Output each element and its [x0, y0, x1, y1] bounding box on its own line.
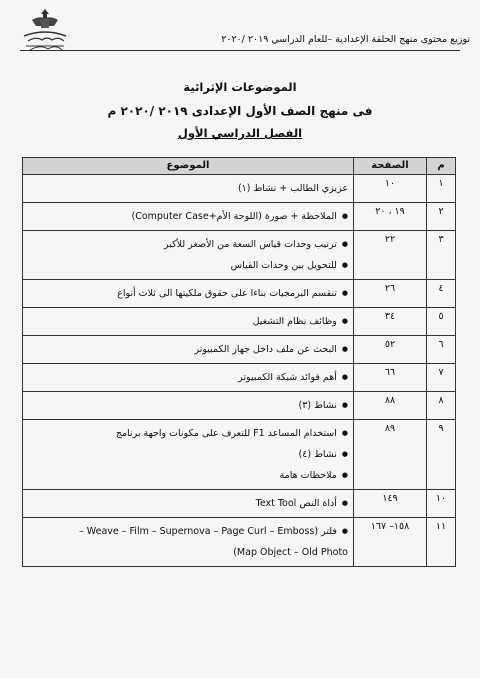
table-row — [23, 308, 456, 336]
row-topic — [23, 231, 354, 280]
table-row — [23, 490, 456, 518]
topic-item: ● للتحويل بين وحدات القياس — [28, 255, 348, 276]
row-number: ٥ — [427, 308, 456, 336]
header-rule — [20, 50, 460, 51]
row-topic — [23, 308, 354, 336]
table-row — [23, 280, 456, 308]
topic-item: ● ملاحظات هامة — [28, 465, 348, 486]
topic-item: عزيزي الطالب + نشاط (١) — [237, 183, 348, 194]
table-row — [23, 336, 456, 364]
row-topic — [23, 364, 354, 392]
row-page: ٨٩ — [354, 420, 427, 490]
table-row — [23, 175, 456, 203]
header-page: الصفحة — [354, 158, 427, 175]
row-topic — [23, 175, 354, 203]
row-number: ٣ — [427, 231, 456, 280]
topic-item: ● نشاط (٣) — [28, 395, 348, 416]
row-page: ٨٨ — [354, 392, 427, 420]
topic-item: ● الملاحظة + صورة (اللوحة الأم+Computer Case) — [28, 206, 348, 227]
topic-item: ● البحث عن ملف داخل جهاز الكمبيوتر — [28, 339, 348, 360]
row-page: ١٥٨– ١٦٧ — [354, 518, 427, 567]
row-number: ١ — [427, 175, 456, 203]
row-topic — [23, 392, 354, 420]
row-number: ٤ — [427, 280, 456, 308]
row-topic — [23, 336, 354, 364]
row-page: ٦٦ — [354, 364, 427, 392]
title-block — [60, 80, 420, 140]
topic-item: Map Object – Old Photo) — [233, 547, 348, 558]
row-page: ٢٦ — [354, 280, 427, 308]
topic-item: ● أهم فوائد شبكة الكمبيوتر — [28, 367, 348, 388]
topic-item: ● استخدام المساعد F1 للتعرف على مكونات واجهة برنامج — [28, 423, 348, 444]
topic-item: ● وظائف نظام التشغيل — [28, 311, 348, 332]
row-page: ٥٢ — [354, 336, 427, 364]
row-page: ٢٢ — [354, 231, 427, 280]
table-row — [23, 364, 456, 392]
table-header-row — [23, 158, 456, 175]
row-number: ٩ — [427, 420, 456, 490]
table-row — [23, 420, 456, 490]
ministry-emblem — [14, 6, 76, 54]
header-no: م — [427, 158, 456, 175]
eagle-emblem-icon — [14, 6, 76, 54]
topic-item: ● تنقسم البرمجيات بناءا على حقوق ملكيتها الى ثلاث أنواع — [28, 283, 348, 304]
row-topic — [23, 420, 354, 490]
table-row — [23, 203, 456, 231]
topic-item: ● ترتيب وحدات قياس السعة من الأصغر للأكبر — [28, 234, 348, 255]
row-number: ١٠ — [427, 490, 456, 518]
header-topic: الموضوع — [23, 158, 354, 175]
row-topic — [23, 280, 354, 308]
topics-table — [22, 157, 456, 567]
title-enrichment-topics: الموضوعات الإثرائية — [183, 80, 297, 94]
row-page: ١٩ ، ٢٠ — [354, 203, 427, 231]
row-topic — [23, 203, 354, 231]
row-page: ٣٤ — [354, 308, 427, 336]
topic-item: ● نشاط (٤) — [28, 444, 348, 465]
row-page: ١٠ — [354, 175, 427, 203]
row-topic — [23, 518, 354, 567]
row-number: ١١ — [427, 518, 456, 567]
table-row — [23, 518, 456, 567]
table-row — [23, 392, 456, 420]
title-term: الفصل الدراسي الأول — [177, 126, 303, 140]
row-number: ٧ — [427, 364, 456, 392]
title-grade-year: فى منهج الصف الأول الإعدادى ٢٠١٩ /٢٠٢٠ م — [107, 104, 373, 118]
row-number: ٢ — [427, 203, 456, 231]
row-number: ٦ — [427, 336, 456, 364]
row-topic — [23, 490, 354, 518]
table-row — [23, 231, 456, 280]
row-number: ٨ — [427, 392, 456, 420]
row-page: ١٤٩ — [354, 490, 427, 518]
topic-item: ● فلتر (Weave – Film – Supernova – Page Curl – Emboss – — [28, 521, 348, 542]
topic-item: ● أداة النص Text Tool — [28, 493, 348, 514]
table-body — [23, 175, 456, 567]
distribution-header: توزيع محتوى منهج الحلقة الإعدادية –للعام الدراسي ٢٠١٩ /٢٠٢٠ — [221, 34, 470, 45]
